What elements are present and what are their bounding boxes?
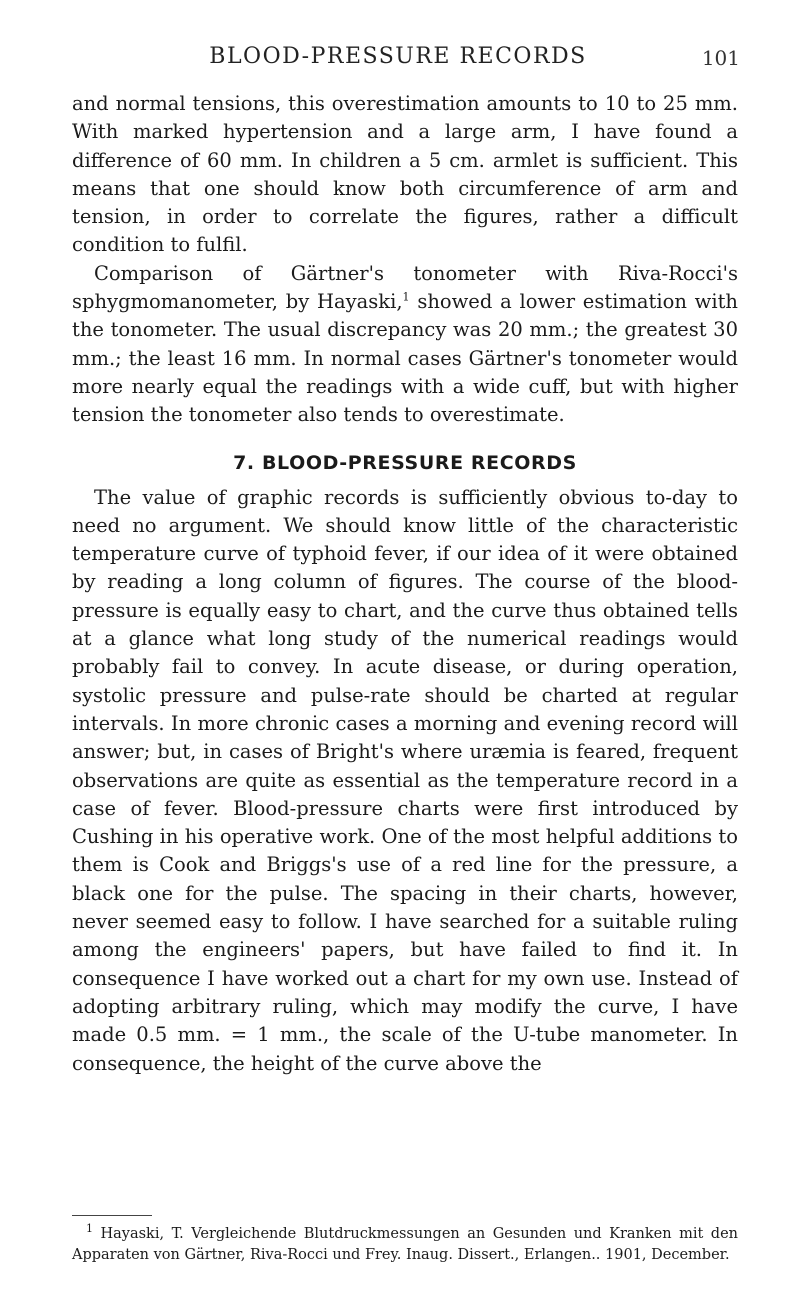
footnote-divider [72, 1215, 152, 1216]
paragraph-continued: and normal tensions, this overestimation amounts to 10 to 25 mm. With marked hypertension and a large arm, I have found a difference of 60 mm. In children a 5 cm. armlet is sufficient. This means that one should know both circumference of arm and tension, in order to correlate the figures, rather a difficult condition to fulfil. [72, 92, 738, 257]
running-head-title: BLOOD-PRESSURE RECORDS [209, 44, 587, 69]
body-text [72, 90, 738, 1078]
footnote-reference[interactable]: 1 [402, 290, 410, 304]
footnote-mark: 1 [86, 1222, 93, 1236]
paragraph-text-part: Comparison of Gärtner's tonometer with Riva-Rocci's sphygmomanometer, by Hayaski, [72, 261, 738, 314]
footnote-text: Hayaski, T. Vergleichende Blutdruckmessungen an Gesunden und Kranken mit den Apparaten von Gärtner, Riva-Rocci und Frey. Inaug. Dissert., Erlangen.. 1901, December. [72, 1226, 738, 1263]
footnote [72, 1224, 738, 1266]
paragraph-tonometer-comparison [72, 260, 738, 430]
paragraph-graphic-records: The value of graphic records is sufficiently obvious to-day to need no argument. We should know little of the characteristic temperature curve of typhoid fever, if our idea of it were obtained by reading a long column of figures. The course of the blood-pressure is equally easy to chart, and the curve thus obtained tells at a glance what long study of the numerical readings would probably fail to convey. In acute disease, or during operation, systolic pressure and pulse-rate should be charted at regular intervals. In more chronic cases a morning and evening record will answer; but, in cases of Bright's where uræmia is feared, frequent observations are quite as essential as the temperature record in a case of fever. Blood-pressure charts were first introduced by Cushing in his operative work. One of the most helpful additions to them is Cook and Briggs's use of a red line for the pressure, a black one for the pulse. The spacing in their charts, however, never seemed easy to follow. I have searched for a suitable ruling among the engineers' papers, but have failed to find it. In consequence I have worked out a chart for my own use. Instead of adopting arbitrary ruling, which may modify the curve, I have made 0.5 mm. = 1 mm., the scale of the U-tube manometer. In consequence, the height of the curve above the [72, 485, 738, 1075]
section-heading: 7. BLOOD-PRESSURE RECORDS [233, 451, 577, 474]
paragraph-text-part: showed a lower estimation with the tonometer. The usual discrepancy was 20 mm.; the greatest 30 mm.; the least 16 mm. In normal cases Gärtner's tonometer would more nearly equal the readings with a wide cuff, but with higher tension the tonometer also tends to overestimate. [72, 290, 738, 427]
page-number: 101 [701, 46, 740, 70]
